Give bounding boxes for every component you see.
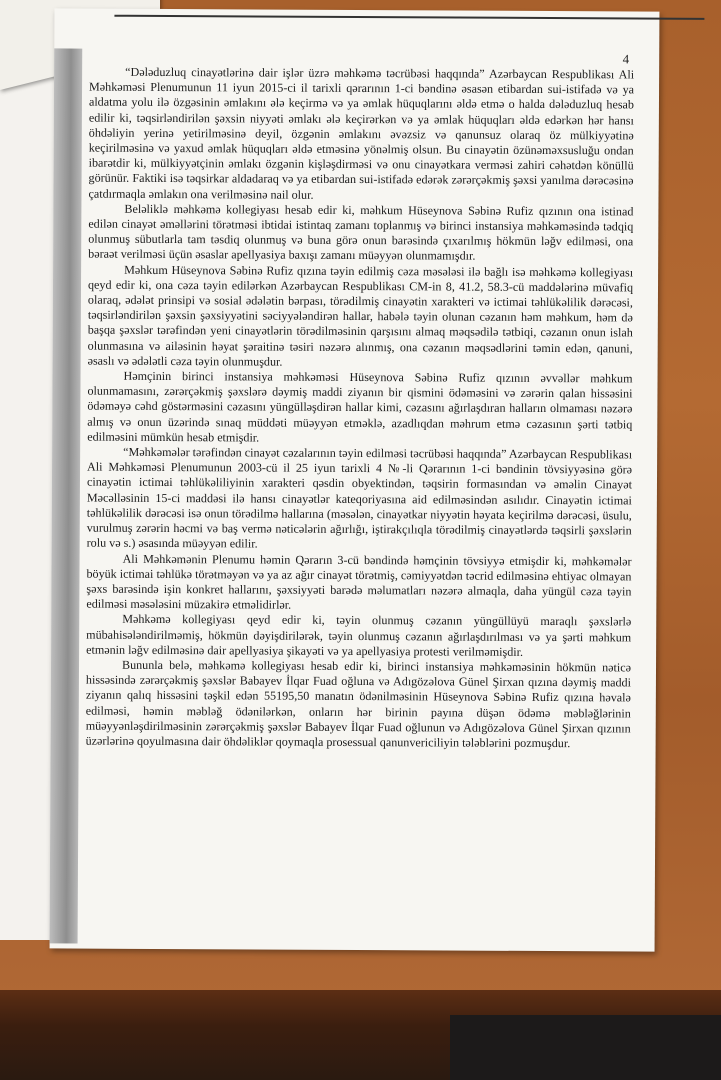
- document-body: [86, 65, 635, 752]
- paragraph: Ali Məhkəmənin Plenumu həmin Qərarın 3-cü bəndində həmçinin tövsiyyə etmişdir ki, məhkəmələr böyük ictimai təhlükə törətməyən və ya az ağır cinayət törətmiş, cəmiyyətdən təcrid edilməsinə ehtiyac olmayan şəxs barəsində işin konkret hallarını, şəxsiyyəti barədə məlumatları nəzərə almaqla, daha yüngül cəza təyin edilməsi məsələsini müzakirə etməlidirlər.: [86, 551, 632, 612]
- document-page: [50, 8, 660, 951]
- page-number: 4: [622, 51, 630, 67]
- top-rule-line: [114, 15, 704, 20]
- floor-shadow: [450, 1015, 721, 1080]
- paragraph: Məhkum Hüseynova Səbinə Rufiz qızına təyin edilmiş cəza məsələsi ilə bağlı isə məhkəmə kollegiyası qeyd edir ki, ona cəza təyin edilərkən Azərbaycan Respublikası CM-in 8, 41.2, 58.3-cü maddələrinə müvafiq olaraq, ədələt prinsipi və sosial ədələtin bərpası, törədilmiş cinayətin xarakteri və ictimai təhlükəlilik dərəcəsi, təqsirləndirilən şəxsin şəxsiyyətini səciyyələndirən hallar, habələ təyin olunan cəzanın həm məhkum, həm də başqa şəxslər tərəfindən yeni cinayətlərin törədilməsinin qarşısını almaq məqsədilə tətbiqi, cəzanın onun islah olunmasına və ailəsinin həyat şəraitinə təsiri nəzərə alınmış, ona cəzanın məqsədlərini təmin edən, qanuni, əsaslı və ədələtli cəza təyin olunmuşdur.: [87, 262, 634, 369]
- paragraph: Həmçinin birinci instansiya məhkəməsi Hüseynova Səbinə Rufiz qızının əvvəllər məhkum olunmamasını, zərərçəkmiş şəxslərə dəymiş maddi ziyanın bir qismini ödəməsini və zərərin qalan hissəsini ödəməyə cəhd göstərməsini cəzasını yüngülləşdirən hallar kimi, cəzasını ağırlaşdıran halların olmaması nəzərə almış və onun üzərində sınaq müddəti müəyyən etməklə, azadlıqdan məhrum etmə cəzasının şərti tətbiq edilməsini mümkün hesab etmişdir.: [87, 368, 633, 445]
- paragraph: Bununla belə, məhkəmə kollegiyası hesab edir ki, birinci instansiya məhkəməsinin hökmün nəticə hissəsində zərərçəkmiş şəxslər Babayev İlqar Fuad oğluna və Adıgözəlova Günel Şirxan qızına dəymiş maddi ziyanın qalıq hissəsini təşkil edən 55195,50 manatın ödənilməsinin Hüseynova Səbinə Rufiz qızına həvalə edilməsi, həmin məbləğ ödənilərkən, onların hər birinin payına düşən ödəmə məbləğlərinin müəyyənləşdirilməsinin zərərçəkmiş şəxslər Babayev İlqar Fuad oğlunun və Adıgözəlova Günel Şirxan qızının üzərlərinə qoyulmasına dair öhdəliklər qoymaqla prosessual qanunvericiliyin tələblərini pozmuşdur.: [85, 657, 632, 751]
- paragraph: Beləliklə məhkəmə kollegiyası hesab edir ki, məhkum Hüseynova Səbinə Rufiz qızının ona istinad edilən cinayət əməllərini törətməsi ibtidai istintaq zamanı toplanmış və birinci instansiya məhkəməsində tədqiq olunmuş sübutlarla tam təsdiq olunmuş və buna görə onun barəsində çıxarılmış hökmün ləğv edilməsi, ona bəraət verilməsi üçün əsaslar apellyasiya baxışı zamanı müəyyən olunmamışdır.: [88, 201, 634, 264]
- paragraph: Məhkəmə kollegiyası qeyd edir ki, təyin olunmuş cəzanın yüngüllüyü maraqlı şəxslərlə mübahisələndirilməmiş, hökmün dəyişdirilərək, təyin olunmuş cəzanın ağırlaşdırılması və ya şərti məhkum etmənin ləğv edilməsinə dair apellyasiya şikayəti və ya apellyasiya protesti verilməmişdir.: [86, 612, 632, 659]
- paragraph: “Məhkəmələr tərəfindən cinayət cəzalarının təyin edilməsi təcrübəsi haqqında” Azərbaycan Respublikası Ali Məhkəməsi Plenumunun 2003-cü il 25 iyun tarixli 4 №-li Qərarının 1-ci bəndinin tövsiyyəsinə görə cinayətin ictimai təhlükəliliyinin xarakteri qəsdin obyektindən, təqsirin formasından və əməlin Cinayət Məcəlləsinin 15-ci maddəsi ilə hansı cinayətlər kateqoriyasına aid edilməsindən asılıdır. Cinayətin ictimai təhlükəlilik dərəcəsi isə onun törədilmə hallarına (məsələn, cinayətkar niyyətin həyata keçirilmə dərəcəsi, üsulu, vurulmuş zərərin həcmi və baş vermə nəticələrin ağırlığı, iştirakçılıqla törədilmiş cinayətlərdə təqsirli şəxslərin rolu və s.) əsasında müəyyən edilir.: [86, 444, 633, 551]
- paragraph: “Dələduzluq cinayətlərinə dair işlər üzrə məhkəmə təcrübəsi haqqında” Azərbaycan Respublikası Ali Məhkəməsi Plenumunun 11 iyun 2015-ci il tarixli qərarının 1-ci bəndinə əsasən etibardan sui-istifadə və ya aldatma yolu ilə özgəsinin əmlakını ələ keçirmə və ya əmlak hüquqlarını əldə etmə o halda dələduzluq hesab edilir ki, təqsirləndirilən şəxsin niyyəti əmlakı ələ keçirərkən və ya əmlak hüquqları əldə edərkən hər hansı öhdəliyin yerinə yetirilməsinə deyil, özgənin əmlakını əvəzsiz və qanunsuz olaraq öz mülkiyyətinə keçirilməsinə və yaxud əmlak hüquqları əldə etməsinə yönəlmiş olsun. Bu cinayətin özünəməxsusluğu ondan ibarətdir ki, mülkiyyətçinin əmlakı özgənin kişləşdirməsi və onu cinayətkara verməsi zahiri cəhətdən könüllü görünür. Faktiki isə təqsirkar aldadaraq və ya etibardan sui-istifadə edərək zərərçəkmiş şəxsi yanılma dərəcəsinə çatdırmaqla əmlakın ona verilməsinə nail olur.: [88, 64, 635, 202]
- binding-shadow-strip: [50, 48, 83, 943]
